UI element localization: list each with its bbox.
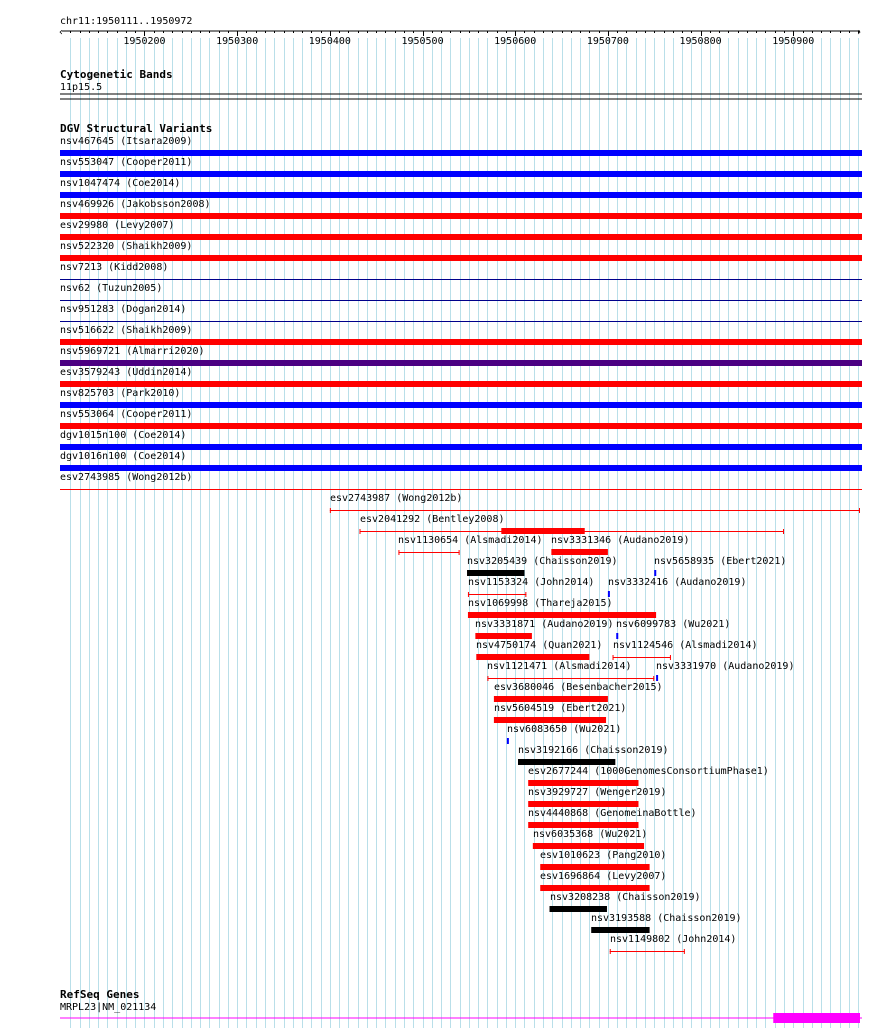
dgv-item-label: nsv3205439 (Chaisson2019) [467, 556, 618, 567]
dgv-item-label: nsv6035368 (Wu2021) [533, 829, 648, 840]
dgv-item-thick-part[interactable] [501, 528, 584, 534]
ruler-ticks [71, 31, 859, 47]
dgv-item-label: nsv62 (Tuzun2005) [60, 283, 163, 294]
refseq-track-title: RefSeq Genes [60, 988, 140, 1001]
cytoband-track-title: Cytogenetic Bands [60, 68, 173, 81]
dgv-item-bar[interactable] [518, 759, 615, 765]
dgv-item-label: nsv1124546 (Alsmadi2014) [613, 640, 758, 651]
dgv-item-bar[interactable] [60, 444, 862, 450]
ruler-tick-label: 1950400 [308, 36, 351, 47]
dgv-item-bar[interactable] [551, 549, 608, 555]
dgv-item-bar[interactable] [60, 339, 862, 345]
dgv-item-label: nsv3331970 (Audano2019) [656, 661, 795, 672]
dgv-item-bar[interactable] [528, 780, 638, 786]
dgv-item-bar[interactable] [60, 423, 862, 429]
dgv-item-bar[interactable] [494, 696, 608, 702]
dgv-item-bar[interactable] [60, 192, 862, 198]
dgv-item-bar[interactable] [656, 675, 658, 681]
dgv-item-label: nsv7213 (Kidd2008) [60, 262, 169, 273]
dgv-item-label: nsv553064 (Cooper2011) [60, 409, 193, 420]
dgv-item-label: nsv5604519 (Ebert2021) [494, 703, 627, 714]
dgv-item-label: nsv3193588 (Chaisson2019) [591, 913, 742, 924]
dgv-item-label: nsv4440868 (GenomeinaBottle) [528, 808, 697, 819]
dgv-item-bar[interactable] [60, 213, 862, 219]
dgv-item-label: nsv3208238 (Chaisson2019) [550, 892, 701, 903]
ruler-tick-label: 1950800 [679, 36, 722, 47]
dgv-item-label: nsv5969721 (Almarri2020) [60, 346, 205, 357]
refseq-exon-block[interactable] [773, 1013, 860, 1023]
dgv-item-label: nsv553047 (Cooper2011) [60, 157, 193, 168]
dgv-item-label: nsv3332416 (Audano2019) [608, 577, 747, 588]
dgv-item-label: nsv825703 (Park2010) [60, 388, 181, 399]
dgv-item-label: esv2677244 (1000GenomesConsortiumPhase1) [528, 766, 769, 777]
dgv-item-label: nsv6083650 (Wu2021) [507, 724, 622, 735]
dgv-item-bar[interactable] [540, 864, 649, 870]
dgv-item-label: nsv3331871 (Audano2019) [475, 619, 614, 630]
dgv-item-label: esv1696864 (Levy2007) [540, 871, 667, 882]
dgv-item-label: nsv467645 (Itsara2009) [60, 136, 193, 147]
dgv-item-label: esv2041292 (Bentley2008) [360, 514, 505, 525]
ruler-position-label: chr11:1950111..1950972 [60, 16, 193, 27]
refseq-gene-label: MRPL23|NM_021134 [60, 1002, 157, 1013]
dgv-item-bar[interactable] [591, 927, 649, 933]
dgv-item-bar[interactable] [540, 885, 649, 891]
dgv-item-label: esv1010623 (Pang2010) [540, 850, 667, 861]
ruler-left-arrow-icon: ‹ [58, 27, 65, 38]
dgv-item-label: nsv1130654 (Alsmadi2014) [398, 535, 543, 546]
dgv-item-label: nsv1047474 (Coe2014) [60, 178, 181, 189]
dgv-item-bar[interactable] [476, 654, 589, 660]
dgv-item-label: nsv522320 (Shaikh2009) [60, 241, 193, 252]
dgv-item-label: nsv5658935 (Ebert2021) [654, 556, 787, 567]
dgv-item-label: esv2743985 (Wong2012b) [60, 472, 193, 483]
dgv-item-label: nsv516622 (Shaikh2009) [60, 325, 193, 336]
dgv-item-label: nsv3192166 (Chaisson2019) [518, 745, 669, 756]
ruler-tick-label: 1950300 [216, 36, 259, 47]
dgv-item-bar[interactable] [507, 738, 509, 744]
ruler-tick-label: 1950200 [123, 36, 166, 47]
dgv-item-label: esv29980 (Levy2007) [60, 220, 175, 231]
ruler-tick-label: 1950600 [494, 36, 537, 47]
dgv-item-bar[interactable] [654, 570, 656, 576]
dgv-item-label: dgv1016n100 (Coe2014) [60, 451, 187, 462]
dgv-item-label: nsv1149802 (John2014) [610, 934, 737, 945]
dgv-packed-items [330, 493, 860, 954]
dgv-item-label: nsv6099783 (Wu2021) [616, 619, 731, 630]
dgv-item-bar[interactable] [616, 633, 618, 639]
dgv-item-bar[interactable] [60, 255, 862, 261]
ruler-tick-label: 1950900 [772, 36, 815, 47]
dgv-item-label: nsv1121471 (Alsmadi2014) [487, 661, 632, 672]
dgv-item-bar[interactable] [60, 381, 862, 387]
dgv-item-label: esv3680046 (Besenbacher2015) [494, 682, 663, 693]
dgv-item-bar[interactable] [608, 591, 610, 597]
dgv-item-bar[interactable] [550, 906, 607, 912]
dgv-item-bar[interactable] [60, 402, 862, 408]
dgv-item-label: nsv1069998 (Thareja2015) [468, 598, 613, 609]
vertical-grid [71, 38, 859, 1028]
ruler-tick-label: 1950700 [586, 36, 629, 47]
dgv-item-bar[interactable] [475, 633, 532, 639]
dgv-item-bar[interactable] [60, 234, 862, 240]
dgv-item-label: dgv1015n100 (Coe2014) [60, 430, 187, 441]
ruler-tick-label: 1950500 [401, 36, 444, 47]
dgv-item-label: nsv4750174 (Quan2021) [476, 640, 603, 651]
dgv-item-bar[interactable] [533, 843, 644, 849]
dgv-item-bar[interactable] [494, 717, 606, 723]
dgv-item-bar[interactable] [60, 360, 862, 366]
dgv-item-bar[interactable] [60, 465, 862, 471]
dgv-item-bar[interactable] [60, 150, 862, 156]
ruler-right-arrow-icon: › [856, 27, 863, 38]
dgv-item-bar[interactable] [528, 801, 638, 807]
dgv-item-label: nsv1153324 (John2014) [468, 577, 595, 588]
dgv-item-label: nsv469926 (Jakobsson2008) [60, 199, 211, 210]
dgv-track-title: DGV Structural Variants [60, 122, 213, 135]
dgv-item-label: esv3579243 (Uddin2014) [60, 367, 193, 378]
dgv-item-bar[interactable] [528, 822, 638, 828]
dgv-item-label: esv2743987 (Wong2012b) [330, 493, 463, 504]
dgv-item-label: nsv3929727 (Wenger2019) [528, 787, 667, 798]
cytoband-band-label: 11p15.5 [60, 82, 103, 93]
dgv-item-bar[interactable] [468, 612, 656, 618]
dgv-item-label: nsv3331346 (Audano2019) [551, 535, 690, 546]
dgv-item-bar[interactable] [60, 171, 862, 177]
dgv-item-label: nsv951283 (Dogan2014) [60, 304, 187, 315]
dgv-item-bar[interactable] [467, 570, 524, 576]
